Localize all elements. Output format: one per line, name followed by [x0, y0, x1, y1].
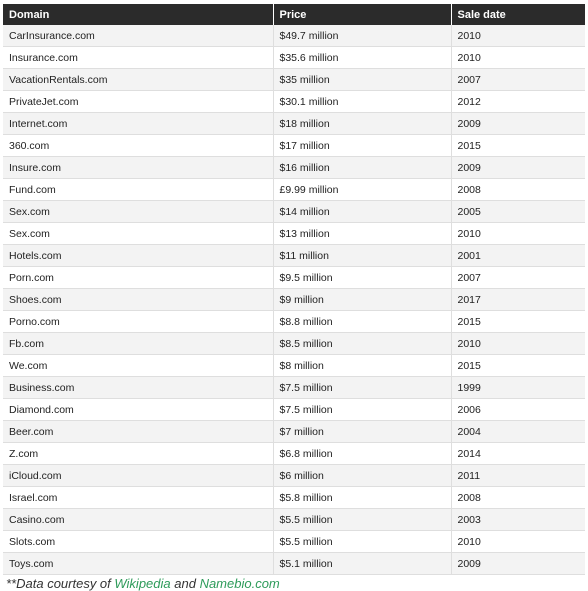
table-row [3, 267, 585, 289]
price-cell: $8.8 million [273, 311, 451, 333]
table-row [3, 289, 585, 311]
table-row [3, 421, 585, 443]
domain-cell: Insurance.com [3, 47, 273, 69]
footnote-middle: and [170, 576, 200, 591]
domain-cell: Beer.com [3, 421, 273, 443]
sale-date-cell: 2003 [451, 509, 585, 531]
sale-date-cell: 2005 [451, 201, 585, 223]
price-cell: $5.8 million [273, 487, 451, 509]
sale-date-cell: 2015 [451, 311, 585, 333]
domain-sales-table [3, 4, 585, 575]
sale-date-cell: 2006 [451, 399, 585, 421]
price-cell: $30.1 million [273, 91, 451, 113]
domain-sales-table-container [3, 4, 585, 575]
sale-date-cell: 2010 [451, 25, 585, 47]
sale-date-cell: 2011 [451, 465, 585, 487]
table-row [3, 245, 585, 267]
header-price: Price [273, 4, 451, 25]
domain-cell: Toys.com [3, 553, 273, 575]
domain-cell: Slots.com [3, 531, 273, 553]
price-cell: $49.7 million [273, 25, 451, 47]
sale-date-cell: 2010 [451, 531, 585, 553]
sale-date-cell: 2015 [451, 135, 585, 157]
table-row [3, 465, 585, 487]
price-cell: $35 million [273, 69, 451, 91]
price-cell: $9.5 million [273, 267, 451, 289]
sale-date-cell: 2010 [451, 223, 585, 245]
table-row [3, 179, 585, 201]
sale-date-cell: 2001 [451, 245, 585, 267]
table-row [3, 311, 585, 333]
sale-date-cell: 2007 [451, 267, 585, 289]
sale-date-cell: 2014 [451, 443, 585, 465]
table-row [3, 69, 585, 91]
table-header [3, 4, 585, 25]
sale-date-cell: 2007 [451, 69, 585, 91]
table-row [3, 553, 585, 575]
domain-cell: Israel.com [3, 487, 273, 509]
footnote-prefix: **Data courtesy of [6, 576, 115, 591]
price-cell: $5.5 million [273, 509, 451, 531]
price-cell: $8 million [273, 355, 451, 377]
sale-date-cell: 2008 [451, 487, 585, 509]
domain-cell: 360.com [3, 135, 273, 157]
price-cell: $16 million [273, 157, 451, 179]
namebio-link[interactable]: Namebio.com [199, 576, 280, 591]
domain-cell: We.com [3, 355, 273, 377]
price-cell: $8.5 million [273, 333, 451, 355]
domain-cell: iCloud.com [3, 465, 273, 487]
table-row [3, 509, 585, 531]
sale-date-cell: 2008 [451, 179, 585, 201]
price-cell: $9 million [273, 289, 451, 311]
domain-cell: Fund.com [3, 179, 273, 201]
table-row [3, 531, 585, 553]
table-row [3, 91, 585, 113]
price-cell: $6 million [273, 465, 451, 487]
domain-cell: VacationRentals.com [3, 69, 273, 91]
sale-date-cell: 2010 [451, 47, 585, 69]
price-cell: $7.5 million [273, 377, 451, 399]
domain-cell: Insure.com [3, 157, 273, 179]
header-domain: Domain [3, 4, 273, 25]
price-cell: $35.6 million [273, 47, 451, 69]
domain-cell: Porno.com [3, 311, 273, 333]
price-cell: $5.1 million [273, 553, 451, 575]
domain-cell: Porn.com [3, 267, 273, 289]
table-row [3, 223, 585, 245]
domain-cell: Casino.com [3, 509, 273, 531]
header-row [3, 4, 585, 25]
table-row [3, 25, 585, 47]
sale-date-cell: 2017 [451, 289, 585, 311]
sale-date-cell: 2004 [451, 421, 585, 443]
price-cell: $6.8 million [273, 443, 451, 465]
price-cell: £9.99 million [273, 179, 451, 201]
table-row [3, 487, 585, 509]
domain-cell: Diamond.com [3, 399, 273, 421]
price-cell: $7.5 million [273, 399, 451, 421]
domain-cell: Hotels.com [3, 245, 273, 267]
header-sale-date: Sale date [451, 4, 585, 25]
table-row [3, 333, 585, 355]
sale-date-cell: 2009 [451, 113, 585, 135]
price-cell: $17 million [273, 135, 451, 157]
domain-cell: Shoes.com [3, 289, 273, 311]
table-row [3, 399, 585, 421]
table-row [3, 135, 585, 157]
sale-date-cell: 1999 [451, 377, 585, 399]
table-row [3, 157, 585, 179]
sale-date-cell: 2010 [451, 333, 585, 355]
domain-cell: Business.com [3, 377, 273, 399]
footnote [6, 576, 280, 591]
price-cell: $7 million [273, 421, 451, 443]
domain-cell: Sex.com [3, 223, 273, 245]
table-row [3, 443, 585, 465]
sale-date-cell: 2012 [451, 91, 585, 113]
domain-cell: Fb.com [3, 333, 273, 355]
domain-cell: Z.com [3, 443, 273, 465]
price-cell: $5.5 million [273, 531, 451, 553]
price-cell: $13 million [273, 223, 451, 245]
table-row [3, 113, 585, 135]
sale-date-cell: 2009 [451, 553, 585, 575]
sale-date-cell: 2009 [451, 157, 585, 179]
price-cell: $18 million [273, 113, 451, 135]
domain-cell: PrivateJet.com [3, 91, 273, 113]
table-row [3, 355, 585, 377]
table-row [3, 201, 585, 223]
wikipedia-link[interactable]: Wikipedia [114, 576, 171, 591]
price-cell: $14 million [273, 201, 451, 223]
price-cell: $11 million [273, 245, 451, 267]
domain-cell: Sex.com [3, 201, 273, 223]
sale-date-cell: 2015 [451, 355, 585, 377]
domain-cell: Internet.com [3, 113, 273, 135]
domain-cell: CarInsurance.com [3, 25, 273, 47]
table-body [3, 25, 585, 575]
table-row [3, 377, 585, 399]
table-row [3, 47, 585, 69]
